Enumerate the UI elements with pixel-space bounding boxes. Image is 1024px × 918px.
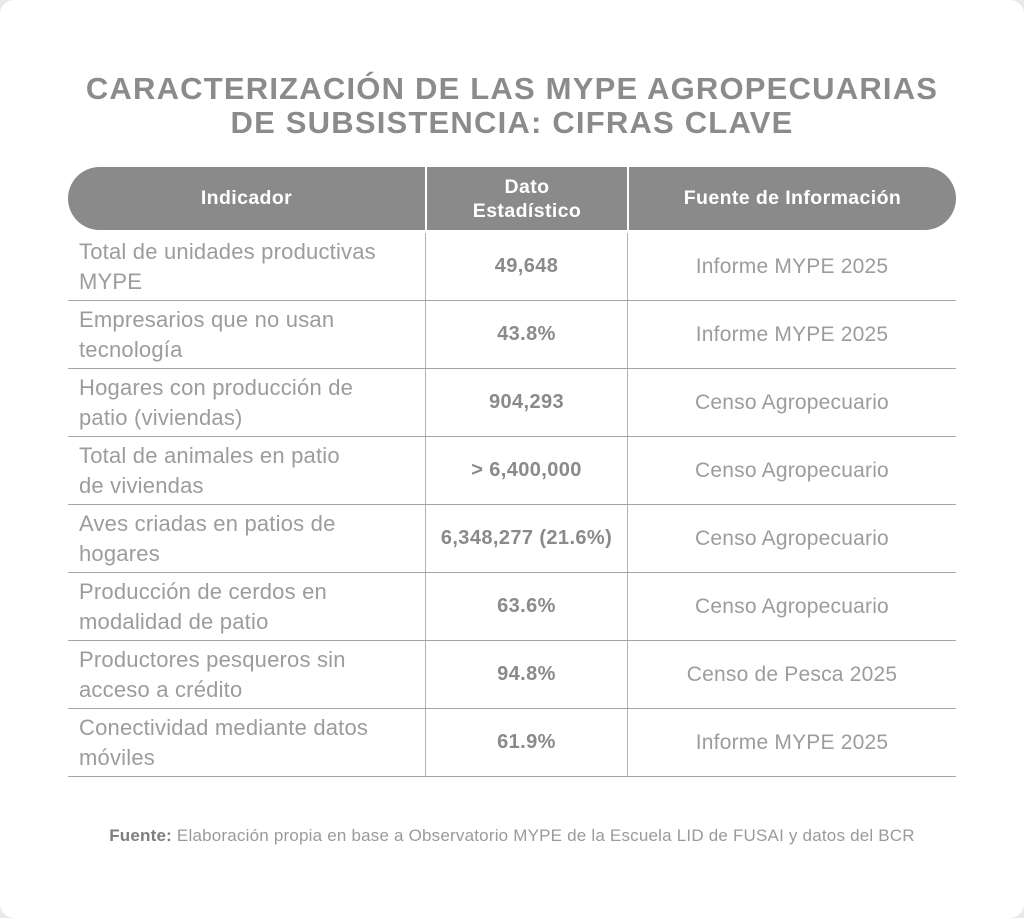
table-row <box>68 369 956 437</box>
table-row <box>68 233 956 301</box>
header-dato-estadistico-label: Dato Estadístico <box>472 175 582 222</box>
statistics-table <box>68 167 956 777</box>
table-row <box>68 641 956 709</box>
indicator-text: Productores pesqueros sin acceso a crédito <box>79 646 346 702</box>
source-cell: Censo Agropecuario <box>627 505 956 572</box>
indicator-text: Aves criadas en patios de hogares <box>79 510 336 566</box>
indicator-text: Producción de cerdos en modalidad de patio <box>79 578 327 634</box>
indicator-text: Hogares con producción de patio (viviendas) <box>79 374 354 430</box>
page-title-line-1: CARACTERIZACIÓN DE LAS MYPE AGROPECUARIAS <box>85 71 939 106</box>
source-note-text: Elaboración propia en base a Observatorio MYPE de la Escuela LID de FUSAI y datos del BCR <box>172 826 915 845</box>
indicator-text: Total de animales en patio de viviendas <box>79 442 340 498</box>
value-cell: 904,293 <box>425 369 627 436</box>
header-dato-estadistico <box>425 167 627 230</box>
value-cell: 49,648 <box>425 233 627 300</box>
value-cell: 94.8% <box>425 641 627 708</box>
indicator-cell <box>68 369 425 436</box>
indicator-cell <box>68 505 425 572</box>
table-row <box>68 505 956 573</box>
source-cell: Censo Agropecuario <box>627 369 956 436</box>
source-cell: Informe MYPE 2025 <box>627 301 956 368</box>
source-note <box>0 826 1024 846</box>
table-row <box>68 301 956 369</box>
indicator-text: Conectividad mediante datos móviles <box>79 714 369 770</box>
source-cell: Informe MYPE 2025 <box>627 233 956 300</box>
value-cell: 6,348,277 (21.6%) <box>425 505 627 572</box>
table-row <box>68 437 956 505</box>
source-cell: Censo Agropecuario <box>627 437 956 504</box>
indicator-cell <box>68 301 425 368</box>
indicator-text: Empresarios que no usan tecnología <box>79 306 335 362</box>
value-cell: 61.9% <box>425 709 627 776</box>
indicator-cell <box>68 573 425 640</box>
table-body <box>68 233 956 777</box>
page-title-line-2: DE SUBSISTENCIA: CIFRAS CLAVE <box>230 105 794 140</box>
value-cell: 43.8% <box>425 301 627 368</box>
table-header-row <box>68 167 956 230</box>
value-cell: > 6,400,000 <box>425 437 627 504</box>
indicator-cell <box>68 709 425 776</box>
header-fuente-informacion: Fuente de Información <box>627 167 956 230</box>
indicator-cell <box>68 437 425 504</box>
indicator-cell <box>68 641 425 708</box>
indicator-text: Total de unidades productivas MYPE <box>79 238 376 294</box>
source-cell: Censo Agropecuario <box>627 573 956 640</box>
source-cell: Informe MYPE 2025 <box>627 709 956 776</box>
source-cell: Censo de Pesca 2025 <box>627 641 956 708</box>
header-indicador: Indicador <box>200 187 293 209</box>
table-row <box>68 573 956 641</box>
value-cell: 63.6% <box>425 573 627 640</box>
source-note-label: Fuente: <box>109 826 172 845</box>
page-title <box>0 0 1024 140</box>
indicator-cell <box>68 233 425 300</box>
table-row <box>68 709 956 777</box>
